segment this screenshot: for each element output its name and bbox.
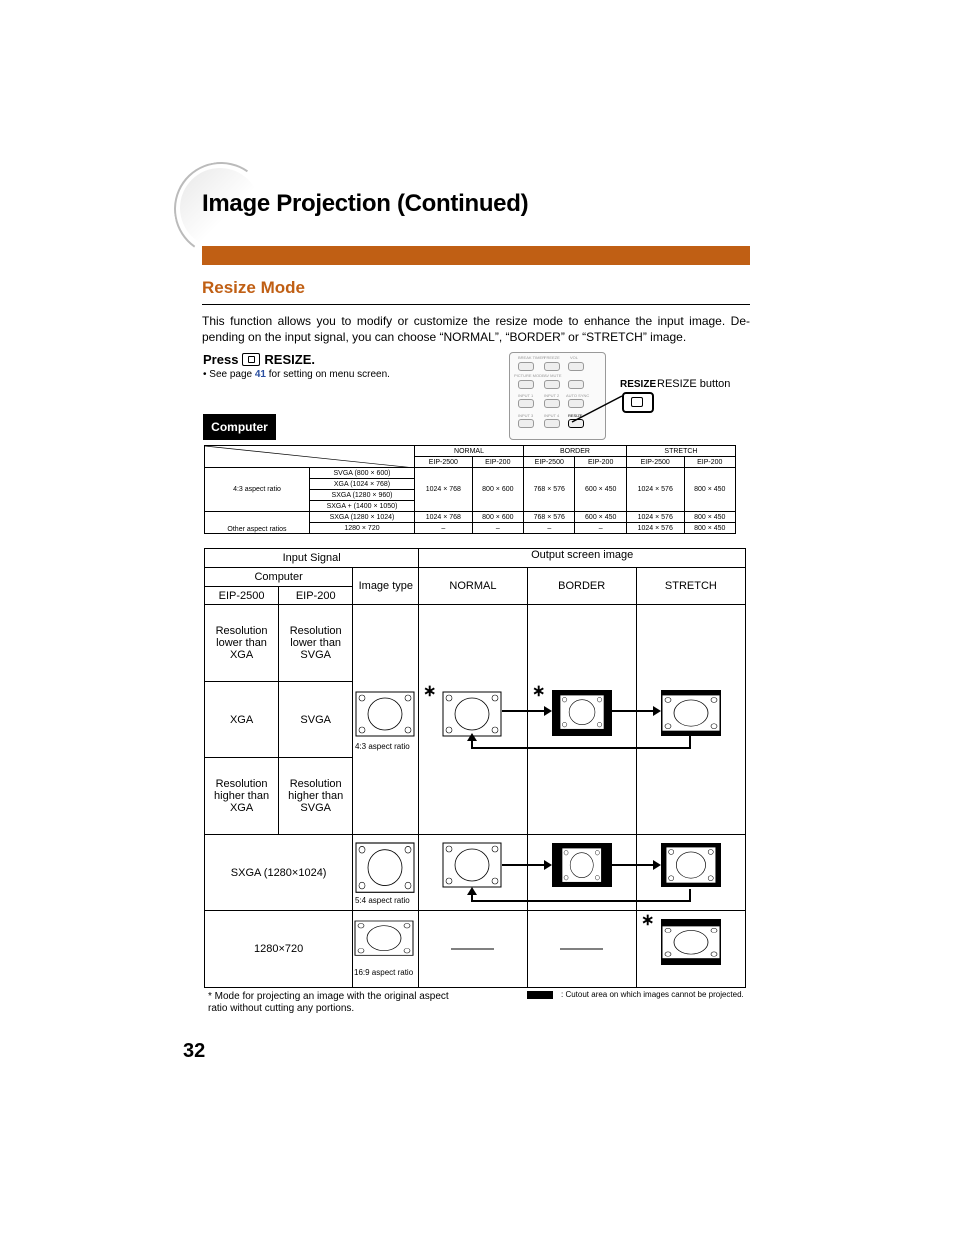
asterisk-marker: ∗ [641,912,655,929]
res-cell: 800 × 600 [472,512,523,523]
res-cell: – [575,523,626,534]
input-signal: SXGA (1280 × 1024) [310,512,415,523]
group-label: Other aspect ratios [205,512,310,534]
section-heading: Resize Mode [202,278,305,297]
mode-header: BORDER [524,446,627,457]
page-title: Image Projection (Continued) [202,190,529,217]
res-cell: 1024 × 576 [626,468,684,512]
remote-label: FREEZE [544,355,560,360]
normal-output-54 [443,843,501,887]
input-signal: SVGA (800 × 600) [310,468,415,479]
thumbnail-43 [356,692,414,736]
res-cell: – [524,523,575,534]
input-signal: XGA (1024 × 768) [310,479,415,490]
computer-tab: Computer [203,414,276,440]
remote-label: AV MUTE [544,373,562,378]
footnote: * Mode for projecting an image with the original aspect ratio without cutting any portions. [208,991,449,1014]
thumbnail-169 [355,921,413,955]
press-word: Press [203,352,239,367]
resize-key-label: RESIZE [620,379,657,390]
remote-label: VOL [570,355,579,360]
model-header: EIP-200 [575,457,626,468]
model-header: EIP-2500 [415,457,473,468]
remote-label: AUTO SYNC [566,393,590,398]
asterisk-marker: ∗ [532,683,546,700]
arrow-stretch-to-normal-54 [467,887,690,901]
ratio-label-43: 4:3 aspect ratio [355,742,410,751]
arrow-normal-to-border [502,706,552,716]
res-cell: 600 × 450 [575,512,626,523]
model-header: EIP-2500 [626,457,684,468]
res-cell: 600 × 450 [575,468,626,512]
border-header: BORDER [527,568,636,605]
row-label: XGA [205,682,279,758]
stretch-output-43 [661,690,721,736]
row-label: Resolution higher than XGA [205,758,279,835]
legend-text: : Cutout area on which images cannot be projected. [561,990,744,999]
remote-label: BREAK TIMER [518,355,546,360]
output-image-header: Output screen image [419,549,746,568]
row-label: Resolution lower than SVGA [279,605,353,682]
res-cell: 1024 × 768 [415,468,473,512]
input-signal-header: Input Signal [205,549,419,568]
arrow-border-to-stretch [612,706,661,716]
stretch-header: STRETCH [636,568,745,605]
page-number: 32 [183,1040,206,1062]
stretch-output-169 [661,919,721,965]
resize-caption: RESIZE button [657,378,731,390]
mode-header: STRETCH [626,446,735,457]
model-header: EIP-2500 [524,457,575,468]
eip200-header: EIP-200 [279,587,353,605]
remote-label: INPUT 3 [518,413,534,418]
eip2500-header: EIP-2500 [205,587,279,605]
image-type-header: Image type [353,568,419,605]
res-cell: 1024 × 576 [626,512,684,523]
input-signal: SXGA + (1400 × 1050) [310,501,415,512]
remote-label: RESIZE [568,413,583,418]
ratio-label-54: 5:4 aspect ratio [355,896,410,905]
row-label-sxga: SXGA (1280×1024) [205,835,353,911]
arrow-border-to-stretch-54 [612,860,661,870]
arrow-normal-to-border-54 [502,860,552,870]
res-cell: – [415,523,473,534]
asterisk-marker: ∗ [423,683,437,700]
row-label: Resolution lower than XGA [205,605,279,682]
remote-label: INPUT 4 [544,413,560,418]
remote-label: INPUT 2 [544,393,560,398]
model-header: EIP-200 [472,457,523,468]
res-cell: 800 × 450 [684,523,735,534]
normal-header: NORMAL [419,568,527,605]
model-header: EIP-200 [684,457,735,468]
border-output-43 [552,690,612,736]
legend-swatch [527,991,553,999]
remote-label: INPUT 1 [518,393,534,398]
note-suffix: for setting on menu screen. [266,369,390,380]
res-cell: 1024 × 768 [415,512,473,523]
group-label: 4:3 aspect ratio [205,468,310,512]
res-cell: 768 × 576 [524,512,575,523]
res-cell: 800 × 600 [472,468,523,512]
thumbnail-54 [356,843,414,892]
input-signal: SXGA (1280 × 960) [310,490,415,501]
ratio-label-169: 16:9 aspect ratio [354,968,414,977]
press-button-label: RESIZE. [264,352,315,367]
normal-output-43 [443,692,501,736]
row-label: SVGA [279,682,353,758]
res-cell: 768 × 576 [524,468,575,512]
res-cell: 800 × 450 [684,512,735,523]
stretch-output-54 [661,843,721,887]
intro-paragraph: This function allows you to modify or customize the resize mode to enhance the input image. De-pending on the input signal, you can choose “NORMAL”, “BORDER” or “STRETCH” image. [202,314,750,344]
page-link[interactable]: 41 [254,369,266,380]
remote-label: PICTURE MODE [514,373,545,378]
res-cell: 1024 × 576 [626,523,684,534]
res-cell: 800 × 450 [684,468,735,512]
row-label: Resolution higher than SVGA [279,758,353,835]
note-prefix: • See page [203,369,255,380]
computer-header: Computer [205,568,353,587]
border-output-54 [552,843,612,887]
row-label-720: 1280×720 [205,911,353,988]
res-cell: – [472,523,523,534]
input-signal: 1280 × 720 [310,523,415,534]
mode-header: NORMAL [415,446,524,457]
